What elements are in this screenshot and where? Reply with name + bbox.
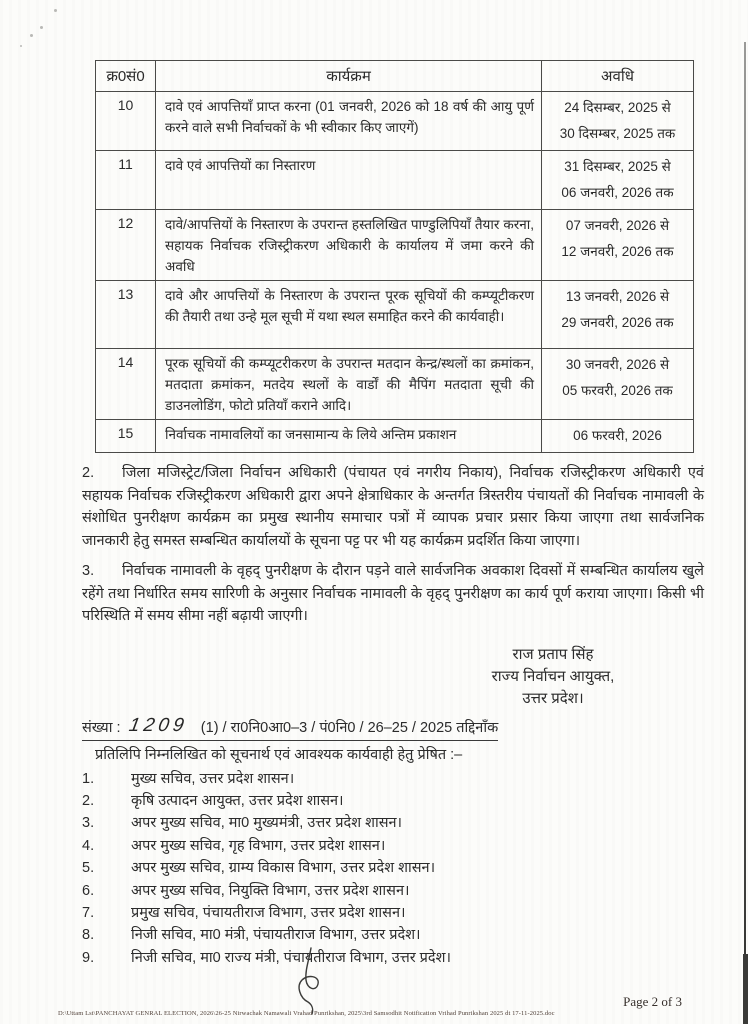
cell-programme: निर्वाचक नामावलियों का जनसामान्य के लिये अन्तिम प्रकाशन	[156, 420, 542, 453]
signatory-name: राज प्रताप सिंह	[512, 645, 594, 663]
list-item	[82, 812, 704, 834]
signatory-region: उत्तर प्रदेश।	[522, 689, 584, 707]
header-serial-number: क्र0सं0	[96, 61, 156, 92]
period-from: 07 जनवरी, 2026 से	[565, 218, 670, 233]
cell-programme: दावे और आपत्तियों के निस्तारण के उपरान्त पूरक सूचियों की कम्प्यूटीकरण की तैयारी तथा उन्हे मूल सूची में यथा स्थल समाहित करने की कार्यवाही।	[156, 281, 542, 349]
recipient-text: अपर मुख्य सचिव, ग्राम्य विकास विभाग, उत्तर प्रदेश शासन।	[131, 860, 436, 877]
period-from: 31 दिसम्बर, 2025 से	[564, 159, 671, 174]
list-item	[82, 924, 704, 946]
scan-speck	[54, 9, 57, 12]
paragraph-number: 2.	[82, 465, 95, 481]
period-from: 30 जनवरी, 2026 से	[565, 357, 670, 372]
table-header-row	[96, 61, 694, 92]
scan-speck	[20, 45, 22, 47]
list-item	[82, 790, 704, 812]
recipient-number: 3.	[82, 815, 95, 832]
table-row	[96, 92, 694, 151]
recipient-number: 9.	[82, 949, 95, 966]
signatory-title: राज्य निर्वाचन आयुक्त,	[491, 667, 615, 685]
cell-period	[542, 210, 694, 281]
signature-block	[438, 644, 668, 710]
list-item	[82, 768, 704, 790]
recipient-text: अपर मुख्य सचिव, मा0 मुख्यमंत्री, उत्तर प्रदेश शासन।	[131, 815, 403, 832]
cell-period	[542, 92, 694, 151]
cell-serial: 10	[96, 92, 156, 151]
handwritten-number: 1209	[126, 714, 189, 736]
reference-suffix: (1) / रा0नि0आ0–3 / पं0नि0 / 26–25 / 2025 तद्दिनाँक	[200, 719, 499, 736]
cell-period	[542, 151, 694, 210]
table-row	[96, 210, 694, 281]
reference-prefix: संख्या :	[82, 719, 121, 736]
recipient-number: 8.	[82, 927, 95, 944]
recipient-text: निजी सचिव, मा0 राज्य मंत्री, पंचायतीराज विभाग, उत्तर प्रदेश।	[131, 949, 451, 966]
reference-underlined	[82, 716, 498, 741]
list-item	[82, 857, 704, 879]
recipient-number: 2.	[82, 792, 95, 809]
cell-serial: 15	[96, 420, 156, 453]
reference-number-line	[82, 716, 704, 741]
table-row	[96, 281, 694, 349]
scan-edge-line	[744, 42, 746, 1024]
scan-speck	[30, 34, 33, 37]
cell-programme: पूरक सूचियों की कम्प्यूटरीकरण के उपरान्त मतदान केन्द्र/स्थलों का क्रमांकन, मतदाता क्रमांकन, मतदेय स्थलों के वार्डों की मैपिंग मतदाता सूची की डाउनलोडिंग, फोटो प्रतियाँ कराने आदि।	[156, 349, 542, 420]
paragraph-text: निर्वाचक नामावली के वृहद् पुनरीक्षण के दौरान पड़ने वाले सार्वजनिक अवकाश दिवसों में सम्बन्धित कार्यालय खुले रहेंगे तथा निर्धारित समय सारिणी के अनुसार निर्वाचक नामावली के वृहद् पुनरीक्षण का कार्य पूर्ण कराया जाएगा। किसी भी परिस्थिति में समय सीमा नहीं बढ़ायी जाएगी।	[82, 563, 704, 624]
copy-forwarding-line: प्रतिलिपि निम्नलिखित को सूचनार्थ एवं आवश्यक कार्यवाही हेतु प्रेषित :–	[95, 746, 463, 763]
recipient-number: 4.	[82, 837, 95, 854]
page-number-label: Page 2 of 3	[623, 994, 682, 1009]
period-from: 06 फरवरी, 2026	[573, 428, 662, 443]
cell-period	[542, 420, 694, 453]
period-to: 30 दिसम्बर, 2025 तक	[559, 126, 676, 141]
paragraph-3	[82, 560, 704, 628]
schedule-table	[95, 60, 694, 453]
scan-edge-shadow	[743, 954, 748, 1024]
header-period: अवधि	[542, 61, 694, 92]
cell-programme: दावे एवं आपत्तियों का निस्तारण	[156, 151, 542, 210]
cell-period	[542, 281, 694, 349]
list-item	[82, 902, 704, 924]
recipient-text: निजी सचिव, मा0 मंत्री, पंचायतीराज विभाग, उत्तर प्रदेश।	[131, 927, 421, 944]
scan-speck	[40, 26, 43, 29]
period-to: 12 जनवरी, 2026 तक	[561, 244, 674, 259]
recipients-list	[82, 768, 704, 970]
period-from: 13 जनवरी, 2026 से	[565, 289, 670, 304]
cell-serial: 11	[96, 151, 156, 210]
recipient-text: अपर मुख्य सचिव, गृह विभाग, उत्तर प्रदेश शासन।	[131, 837, 386, 854]
cell-period	[542, 349, 694, 420]
recipient-number: 7.	[82, 904, 95, 921]
cell-programme: दावे/आपत्तियों के निस्तारण के उपरान्त हस्तलिखित पाण्डुलिपियाँ तैयार करना, सहायक निर्वाचक रजिस्ट्रीकरण अधिकारी के कार्यालय में जमा करने की अवधि	[156, 210, 542, 281]
header-programme: कार्यक्रम	[156, 61, 542, 92]
recipient-text: मुख्य सचिव, उत्तर प्रदेश शासन।	[131, 770, 295, 787]
footer-file-path: D:\Uttam Lst\PANCHAYAT GENRAL ELECTION, 2026\26-25 Nirwachak Namawali Vrahad Punrikshan, 2025\3rd Samsodhit Notification Vrihad Punrikshan 2025 dt 17-11-2025.doc	[58, 1010, 555, 1017]
recipient-number: 1.	[82, 770, 95, 787]
cell-serial: 14	[96, 349, 156, 420]
list-item	[82, 835, 704, 857]
paragraph-number: 3.	[82, 563, 95, 579]
cell-programme: दावे एवं आपत्तियाँ प्राप्त करना (01 जनवरी, 2026 को 18 वर्ष की आयु पूर्ण करने वाले सभी निर्वाचकों के भी स्वीकार किए जाएगें)	[156, 92, 542, 151]
period-to: 06 जनवरी, 2026 तक	[561, 185, 674, 200]
paragraph-text: जिला मजिस्ट्रेट/जिला निर्वाचन अधिकारी (पंचायत एवं नगरीय निकाय), निर्वाचक रजिस्ट्रीकरण अधिकारी एवं सहायक निर्वाचक रजिस्ट्रीकरण अधिकारी द्वारा अपने क्षेत्राधिकार के अन्तर्गत त्रिस्तरीय पंचायतों की निर्वाचक नामावली के संशोधित पुनरीक्षण कार्यक्रम का प्रमुख स्थानीय समाचार पत्रों में व्यापक प्रचार प्रसार किया जाएगा तथा सार्वजनिक जानकारी हेतु समस्त सम्बन्धित कार्यालयों के सूचना पट्ट पर भी यह कार्यक्रम प्रदर्शित किया जाएगा।	[82, 465, 704, 549]
cell-serial: 13	[96, 281, 156, 349]
table-row	[96, 151, 694, 210]
recipient-text: अपर मुख्य सचिव, नियुक्ति विभाग, उत्तर प्रदेश शासन।	[131, 882, 410, 899]
recipient-number: 5.	[82, 860, 95, 877]
cell-serial: 12	[96, 210, 156, 281]
list-item	[82, 880, 704, 902]
recipient-number: 6.	[82, 882, 95, 899]
period-to: 05 फरवरी, 2026 तक	[562, 383, 673, 398]
recipient-text: कृषि उत्पादन आयुक्त, उत्तर प्रदेश शासन।	[131, 792, 344, 809]
list-item	[82, 947, 704, 969]
document-content	[82, 60, 704, 969]
period-from: 24 दिसम्बर, 2025 से	[564, 100, 671, 115]
handwritten-squiggle	[278, 946, 342, 1018]
period-to: 29 जनवरी, 2026 तक	[561, 315, 674, 330]
table-row	[96, 349, 694, 420]
body-paragraphs	[82, 462, 704, 628]
paragraph-2	[82, 462, 704, 552]
table-row	[96, 420, 694, 453]
recipient-text: प्रमुख सचिव, पंचायतीराज विभाग, उत्तर प्रदेश शासन।	[131, 904, 406, 921]
